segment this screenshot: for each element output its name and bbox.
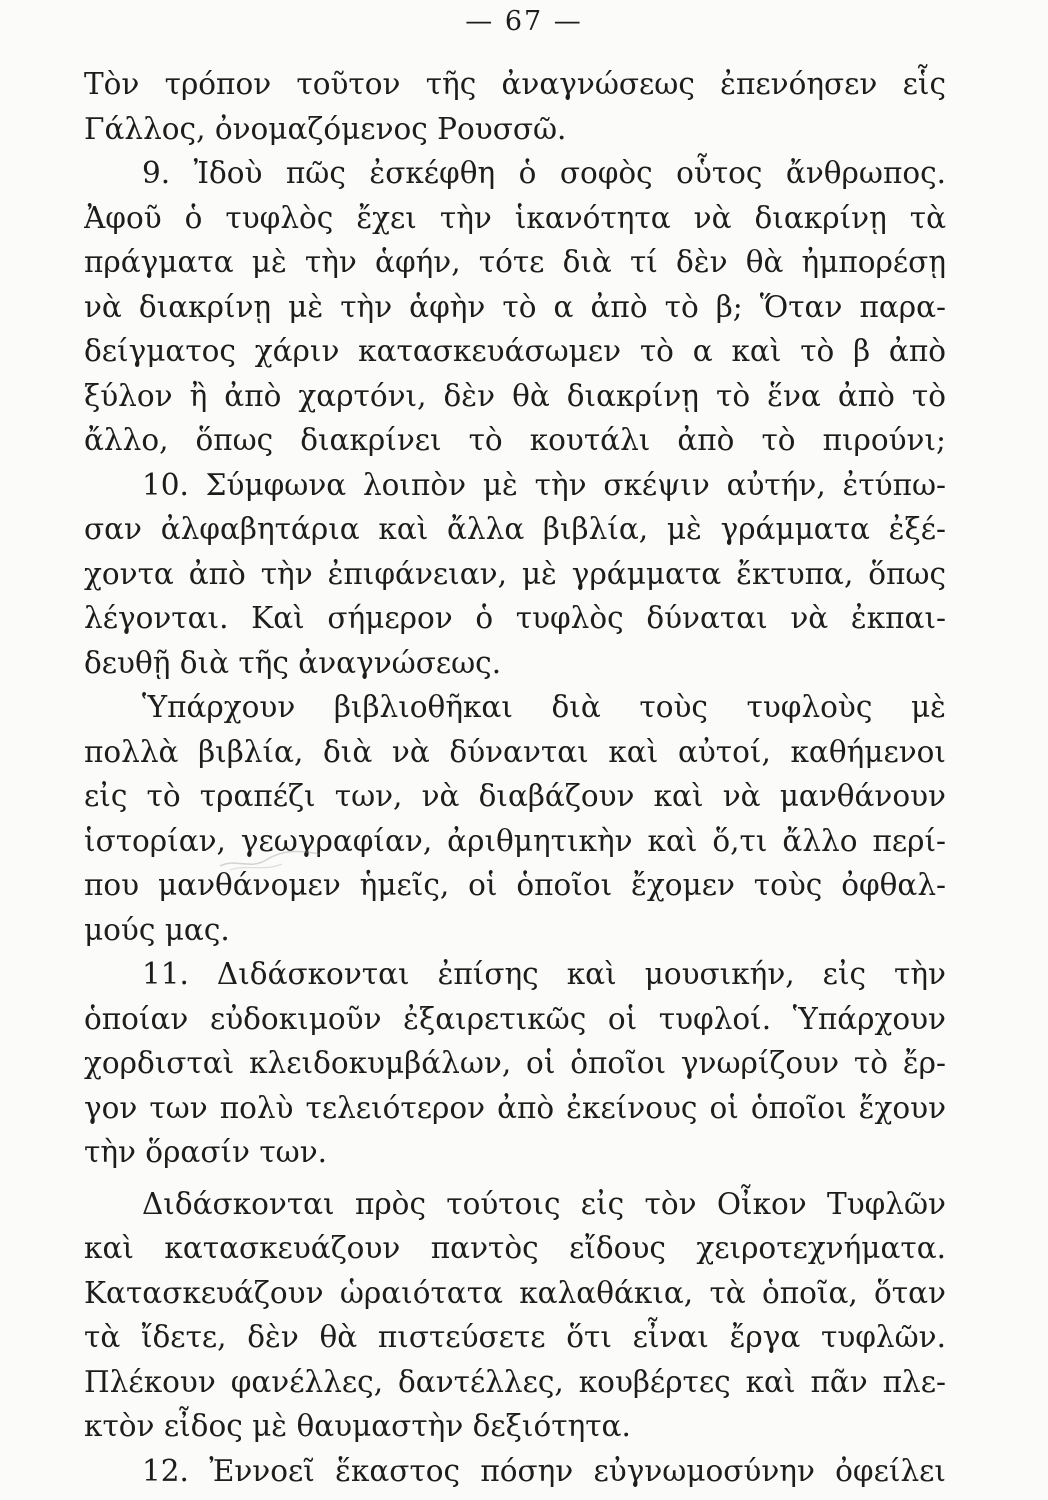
text-line: χορδισταὶ κλειδοκυμβάλων, οἱ ὁποῖοι γνωρίζουν τὸ ἔρ- <box>84 1046 946 1080</box>
text-line: σαν ἀλφαβητάρια καὶ ἄλλα βιβλία, μὲ γράμματα ἐξέ- <box>84 512 946 546</box>
text-line: Ὑπάρχουν βιβλιοθῆκαι διὰ τοὺς τυφλοὺς μὲ <box>142 690 946 724</box>
text-line: ὁποίαν εὐδοκιμοῦν ἐξαιρετικῶς οἱ τυφλοί. Ὑπάρχουν <box>84 1001 946 1036</box>
text-line: Διδάσκονται πρὸς τούτοις εἰς τὸν Οἶκον Τυφλῶν <box>142 1186 946 1221</box>
page-number: — 67 — <box>465 6 583 37</box>
text-line: δευθῇ διὰ τῆς ἀναγνώσεως. <box>84 645 502 680</box>
text-line: πολλὰ βιβλία, διὰ νὰ δύνανται καὶ αὐτοί, καθήμενοι <box>84 734 946 769</box>
text-line: τὰ ἴδετε, δὲν θὰ πιστεύσετε ὅτι εἶναι ἔργα τυφλῶν. <box>84 1320 946 1354</box>
text-line: ξύλον ἢ ἀπὸ χαρτόνι, δὲν θὰ διακρίνῃ τὸ ἕνα ἀπὸ τὸ <box>84 378 946 413</box>
body-text <box>84 62 946 1493</box>
text-line: καὶ κατασκευάζουν παντὸς εἴδους χειροτεχνήματα. <box>84 1231 946 1265</box>
text-line: ἱστορίαν, γεωγραφίαν, ἀριθμητικὴν καὶ ὅ,τι ἄλλο περί- <box>84 823 946 858</box>
text-line: λέγονται. Καὶ σήμερον ὁ τυφλὸς δύναται νὰ ἐκπαι- <box>84 601 946 635</box>
text-line: Γάλλος, ὀνομαζόμενος Ρουσσῶ. <box>84 111 567 146</box>
text-line: δείγματος χάριν κατασκευάσωμεν τὸ α καὶ τὸ β ἀπὸ <box>84 334 946 368</box>
paragraph-gap <box>84 1175 946 1182</box>
text-line: τὴν ὅρασίν των. <box>84 1135 328 1169</box>
text-line: γον των πολὺ τελειότερον ἀπὸ ἐκείνους οἱ ὁποῖοι ἔχουν <box>84 1090 946 1125</box>
text-line: χοντα ἀπὸ τὴν ἐπιφάνειαν, μὲ γράμματα ἔκτυπα, ὅπως <box>84 556 946 591</box>
text-line: 9. Ἰδοὺ πῶς ἐσκέφθη ὁ σοφὸς οὗτος ἄνθρωπος. <box>142 156 946 190</box>
text-line: πράγματα μὲ τὴν ἁφήν, τότε διὰ τί δὲν θὰ ἠμπορέσῃ <box>84 245 946 279</box>
text-line: Ἀφοῦ ὁ τυφλὸς ἔχει τὴν ἱκανότητα νὰ διακρίνῃ τὰ <box>84 200 946 235</box>
text-line: Κατασκευάζουν ὡραιότατα καλαθάκια, τὰ ὁποῖα, ὅταν <box>84 1275 946 1310</box>
text-line: μούς μας. <box>84 912 230 947</box>
text-line: εἰς τὸ τραπέζι των, νὰ διαβάζουν καὶ νὰ μανθάνουν <box>84 779 946 813</box>
text-line: Πλέκουν φανέλλες, δαντέλλες, κουβέρτες καὶ πᾶν πλε- <box>84 1364 946 1399</box>
text-line: 12. Ἐννοεῖ ἕκαστος πόσην εὐγνωμοσύνην ὀφείλει <box>142 1453 946 1488</box>
text-line: Τὸν τρόπον τοῦτον τῆς ἀναγνώσεως ἐπενόησεν εἷς <box>84 67 946 101</box>
text-line: νὰ διακρίνῃ μὲ τὴν ἁφὴν τὸ α ἀπὸ τὸ β; Ὅταν παρα- <box>84 289 946 324</box>
text-line: 11. Διδάσκονται ἐπίσης καὶ μουσικήν, εἰς τὴν <box>142 957 946 991</box>
text-line: ἄλλο, ὅπως διακρίνει τὸ κουτάλι ἀπὸ τὸ πιρούνι; <box>84 423 946 457</box>
text-line: 10. Σύμφωνα λοιπὸν μὲ τὴν σκέψιν αὐτήν, ἐτύπω- <box>142 467 946 502</box>
text-line: κτὸν εἶδος μὲ θαυμαστὴν δεξιότητα. <box>84 1409 631 1443</box>
text-line: που μανθάνομεν ἡμεῖς, οἱ ὁποῖοι ἔχομεν τοὺς ὀφθαλ- <box>84 868 946 902</box>
pencil-smudge-mark <box>216 836 326 876</box>
